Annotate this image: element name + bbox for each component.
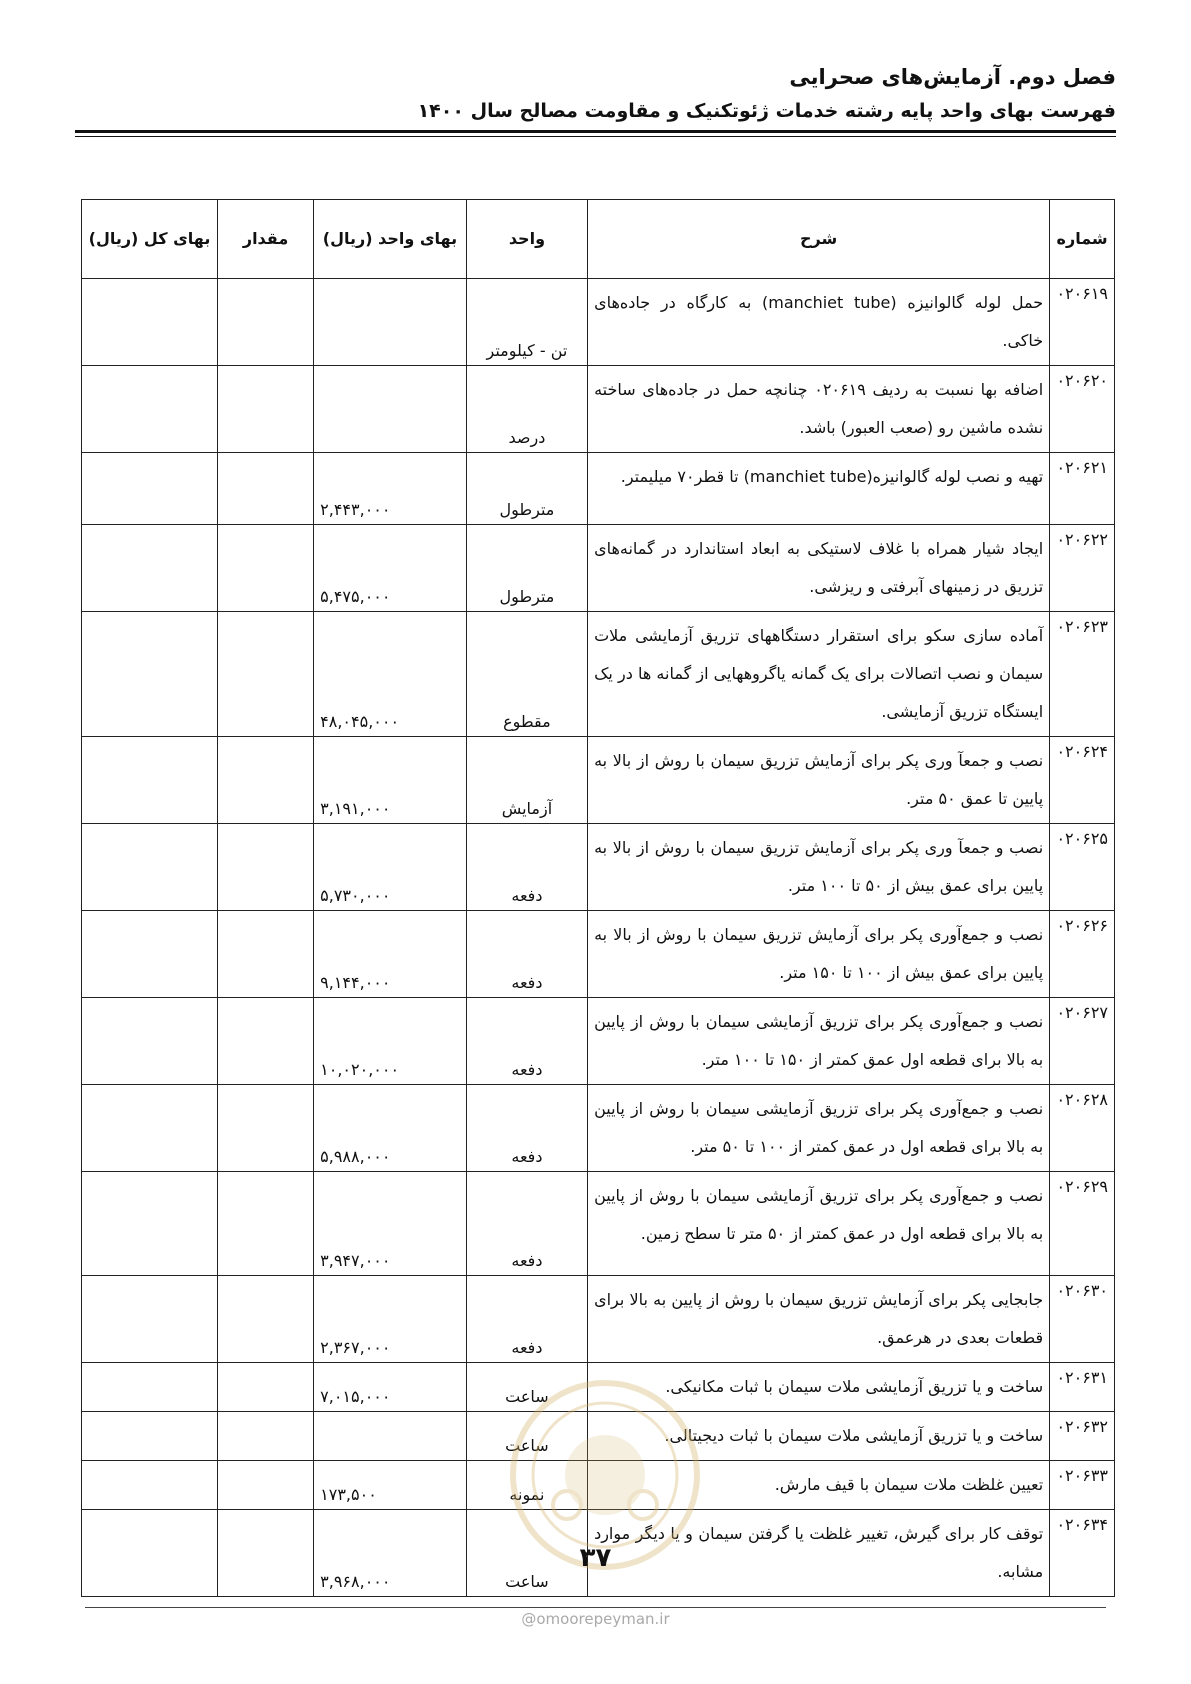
footer-rule bbox=[85, 1607, 1106, 1608]
item-unit: مترطول bbox=[466, 525, 587, 612]
table-row bbox=[82, 279, 1115, 366]
item-description: توقف کار برای گیرش، تغییر غلظت یا گرفتن سیمان و یا دیگر موارد مشابه. bbox=[588, 1510, 1050, 1597]
item-total-price bbox=[82, 998, 218, 1085]
item-total-price bbox=[82, 453, 218, 525]
item-unit: آزمایش bbox=[466, 737, 587, 824]
item-unit-price bbox=[314, 279, 467, 366]
item-unit: درصد bbox=[466, 366, 587, 453]
item-quantity bbox=[217, 279, 313, 366]
item-quantity bbox=[217, 1085, 313, 1172]
item-total-price bbox=[82, 366, 218, 453]
item-code: ۰۲۰۶۲۷ bbox=[1050, 998, 1115, 1085]
table-row bbox=[82, 1085, 1115, 1172]
item-unit-price: ۵,۹۸۸,۰۰۰ bbox=[314, 1085, 467, 1172]
item-description: نصب و جمعآ وری پکر برای آزمایش تزریق سیمان با روش از بالا به پایین تا عمق ۵۰ متر. bbox=[588, 737, 1050, 824]
table-row bbox=[82, 737, 1115, 824]
item-unit: دفعه bbox=[466, 911, 587, 998]
header-rule-thick bbox=[75, 130, 1116, 133]
item-total-price bbox=[82, 824, 218, 911]
item-unit: دفعه bbox=[466, 1085, 587, 1172]
column-header-total: بهای کل (ریال) bbox=[82, 200, 218, 279]
item-description: ساخت و یا تزریق آزمایشی ملات سیمان با ثبات مکانیکی. bbox=[588, 1363, 1050, 1412]
item-unit-price bbox=[314, 1412, 467, 1461]
item-unit-price: ۷,۰۱۵,۰۰۰ bbox=[314, 1363, 467, 1412]
header-rule-thin bbox=[75, 136, 1116, 137]
item-description: ایجاد شیار همراه با غلاف لاستیکی به ابعاد استاندارد در گمانه‌های تزریق در زمینهای آبرفتی و ریزشی. bbox=[588, 525, 1050, 612]
item-description: حمل لوله گالوانیزه (manchiet tube) به کارگاه در جاده‌های خاکی. bbox=[588, 279, 1050, 366]
item-unit-price: ۹,۱۴۴,۰۰۰ bbox=[314, 911, 467, 998]
item-total-price bbox=[82, 737, 218, 824]
item-description: نصب و جمع‌آوری پکر برای تزریق آزمایشی سیمان با روش از پایین به بالا برای قطعه اول عمق کمتر از ۱۵۰ تا ۱۰۰ متر. bbox=[588, 998, 1050, 1085]
item-description: ساخت و یا تزریق آزمایشی ملات سیمان با ثبات دیجیتالی. bbox=[588, 1412, 1050, 1461]
item-total-price bbox=[82, 911, 218, 998]
column-header-unit-price: بهای واحد (ریال) bbox=[314, 200, 467, 279]
column-header-code: شماره bbox=[1050, 200, 1115, 279]
item-quantity bbox=[217, 1363, 313, 1412]
item-total-price bbox=[82, 612, 218, 737]
item-unit-price: ۳,۹۴۷,۰۰۰ bbox=[314, 1172, 467, 1276]
item-unit: دفعه bbox=[466, 824, 587, 911]
item-total-price bbox=[82, 525, 218, 612]
document-subtitle: فهرست بهای واحد پایه رشته خدمات ژئوتکنیک و مقاومت مصالح سال ۱۴۰۰ bbox=[417, 100, 1116, 122]
item-description: نصب و جمع‌آوری پکر برای تزریق آزمایشی سیمان با روش از پایین به بالا برای قطعه اول در عمق کمتر از ۱۰۰ تا ۵۰ متر. bbox=[588, 1085, 1050, 1172]
table-row bbox=[82, 911, 1115, 998]
item-description: تعیین غلظت ملات سیمان با قیف مارش. bbox=[588, 1461, 1050, 1510]
item-quantity bbox=[217, 1276, 313, 1363]
item-description: نصب و جمع‌آوری پکر برای تزریق آزمایشی سیمان با روش از پایین به بالا برای قطعه اول در عمق کمتر از ۵۰ متر تا سطح زمین. bbox=[588, 1172, 1050, 1276]
item-description: آماده سازی سکو برای استقرار دستگاههای تزریق آزمایشی ملات سیمان و نصب اتصالات برای یک گمانه یاگروههایی از گمانه ها در یک ایستگاه تزریق آزمایشی. bbox=[588, 612, 1050, 737]
item-unit-price: ۳,۹۶۸,۰۰۰ bbox=[314, 1510, 467, 1597]
item-quantity bbox=[217, 737, 313, 824]
page-number: ۳۷ bbox=[579, 1543, 612, 1573]
item-unit: دفعه bbox=[466, 998, 587, 1085]
item-code: ۰۲۰۶۳۴ bbox=[1050, 1510, 1115, 1597]
item-description: نصب و جمع‌آوری پکر برای آزمایش تزریق سیمان با روش از بالا به پایین برای عمق بیش از ۱۰۰ تا ۱۵۰ متر. bbox=[588, 911, 1050, 998]
item-description: تهیه و نصب لوله گالوانیزه(manchiet tube) تا قطر۷۰ میلیمتر. bbox=[588, 453, 1050, 525]
item-quantity bbox=[217, 1461, 313, 1510]
item-code: ۰۲۰۶۲۸ bbox=[1050, 1085, 1115, 1172]
item-total-price bbox=[82, 1461, 218, 1510]
table-row bbox=[82, 998, 1115, 1085]
item-quantity bbox=[217, 612, 313, 737]
item-quantity bbox=[217, 366, 313, 453]
column-header-unit: واحد bbox=[466, 200, 587, 279]
item-unit: ساعت bbox=[466, 1363, 587, 1412]
item-unit: دفعه bbox=[466, 1276, 587, 1363]
item-code: ۰۲۰۶۲۶ bbox=[1050, 911, 1115, 998]
chapter-title: فصل دوم. آزمایش‌های صحرایی bbox=[789, 65, 1116, 89]
item-quantity bbox=[217, 453, 313, 525]
item-description: جابجایی پکر برای آزمایش تزریق سیمان با روش از پایین به بالا برای قطعات بعدی در هرعمق. bbox=[588, 1276, 1050, 1363]
item-total-price bbox=[82, 1363, 218, 1412]
item-unit: ساعت bbox=[466, 1412, 587, 1461]
item-description: اضافه بها نسبت به ردیف ۰۲۰۶۱۹ چنانچه حمل در جاده‌های ساخته نشده ماشین رو (صعب العبور) باشد. bbox=[588, 366, 1050, 453]
item-unit-price bbox=[314, 366, 467, 453]
item-code: ۰۲۰۶۲۳ bbox=[1050, 612, 1115, 737]
table-row bbox=[82, 824, 1115, 911]
page-header bbox=[75, 62, 1116, 126]
table-row bbox=[82, 366, 1115, 453]
item-unit-price: ۳,۱۹۱,۰۰۰ bbox=[314, 737, 467, 824]
item-code: ۰۲۰۶۲۱ bbox=[1050, 453, 1115, 525]
item-code: ۰۲۰۶۳۰ bbox=[1050, 1276, 1115, 1363]
table-row bbox=[82, 1276, 1115, 1363]
item-quantity bbox=[217, 1412, 313, 1461]
item-quantity bbox=[217, 998, 313, 1085]
item-unit-price: ۵,۷۳۰,۰۰۰ bbox=[314, 824, 467, 911]
item-quantity bbox=[217, 1172, 313, 1276]
item-code: ۰۲۰۶۲۰ bbox=[1050, 366, 1115, 453]
item-total-price bbox=[82, 1172, 218, 1276]
item-total-price bbox=[82, 1085, 218, 1172]
item-total-price bbox=[82, 1412, 218, 1461]
item-code: ۰۲۰۶۲۵ bbox=[1050, 824, 1115, 911]
item-code: ۰۲۰۶۲۴ bbox=[1050, 737, 1115, 824]
table-row bbox=[82, 453, 1115, 525]
item-unit-price: ۴۸,۰۴۵,۰۰۰ bbox=[314, 612, 467, 737]
item-code: ۰۲۰۶۳۳ bbox=[1050, 1461, 1115, 1510]
item-unit: ساعت bbox=[466, 1510, 587, 1597]
item-description: نصب و جمعآ وری پکر برای آزمایش تزریق سیمان با روش از بالا به پایین برای عمق بیش از ۵۰ تا ۱۰۰ متر. bbox=[588, 824, 1050, 911]
item-quantity bbox=[217, 824, 313, 911]
column-header-description: شرح bbox=[588, 200, 1050, 279]
item-quantity bbox=[217, 525, 313, 612]
item-unit: نمونه bbox=[466, 1461, 587, 1510]
item-unit-price: ۱۰,۰۲۰,۰۰۰ bbox=[314, 998, 467, 1085]
item-unit-price: ۲,۴۴۳,۰۰۰ bbox=[314, 453, 467, 525]
table-row bbox=[82, 1172, 1115, 1276]
item-code: ۰۲۰۶۲۹ bbox=[1050, 1172, 1115, 1276]
item-unit: دفعه bbox=[466, 1172, 587, 1276]
item-code: ۰۲۰۶۳۱ bbox=[1050, 1363, 1115, 1412]
website-watermark: @omoorepeyman.ir bbox=[521, 1610, 670, 1628]
item-total-price bbox=[82, 1276, 218, 1363]
item-unit: مقطوع bbox=[466, 612, 587, 737]
item-unit: تن - کیلومتر bbox=[466, 279, 587, 366]
item-unit: مترطول bbox=[466, 453, 587, 525]
item-unit-price: ۱۷۳,۵۰۰ bbox=[314, 1461, 467, 1510]
item-code: ۰۲۰۶۲۲ bbox=[1050, 525, 1115, 612]
item-code: ۰۲۰۶۱۹ bbox=[1050, 279, 1115, 366]
table-row bbox=[82, 612, 1115, 737]
item-total-price bbox=[82, 279, 218, 366]
item-unit-price: ۲,۳۶۷,۰۰۰ bbox=[314, 1276, 467, 1363]
item-code: ۰۲۰۶۳۲ bbox=[1050, 1412, 1115, 1461]
table-header-row bbox=[82, 200, 1115, 279]
item-unit-price: ۵,۴۷۵,۰۰۰ bbox=[314, 525, 467, 612]
item-quantity bbox=[217, 911, 313, 998]
table-row bbox=[82, 525, 1115, 612]
column-header-quantity: مقدار bbox=[217, 200, 313, 279]
